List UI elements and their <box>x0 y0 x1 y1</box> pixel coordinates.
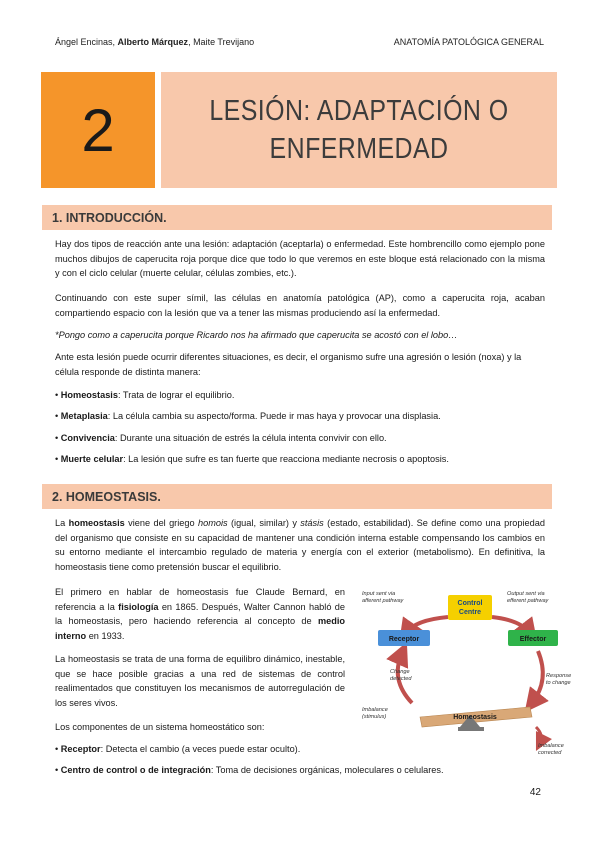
intro-note: *Pongo como a caperucita porque Ricardo nos ha afirmado que caperucita se acostó con el lobo… <box>55 330 458 340</box>
corrected-label: Imbalance <box>538 743 564 749</box>
subject-label: ANATOMÍA PATOLÓGICA GENERAL <box>393 37 544 47</box>
bullet-item: • Convivencia: Durante una situación de estrés la célula intenta convivir con ello. <box>55 433 387 443</box>
bullet-item: • Metaplasia: La célula cambia su aspecto/forma. Puede ir mas haya y provocar una displasia. <box>55 411 441 421</box>
imbalance-label: Imbalance <box>362 707 388 713</box>
homeostasis-label: Homeostasis <box>453 714 497 721</box>
page-header <box>55 37 544 47</box>
response-label: to change <box>546 680 571 686</box>
change-label: Change <box>390 669 410 675</box>
output-label: Output sent via <box>507 591 545 597</box>
control-centre-box <box>448 595 492 620</box>
response-arrow <box>532 651 543 703</box>
section-heading-introduccion: 1. INTRODUCCIÓN. <box>42 205 552 230</box>
effector-label: Effector <box>519 636 547 643</box>
authors: Ángel Encinas, Alberto Márquez, Maite Trevijano <box>55 37 255 47</box>
imbalance-label: (stimulus) <box>362 714 387 720</box>
receptor-label: Receptor <box>388 636 420 643</box>
chapter-title-line1: LESIÓN: ADAPTACIÓN O <box>209 95 509 127</box>
output-label: efferent pathway <box>507 598 549 604</box>
response-label: Response <box>546 673 572 679</box>
bullet-item: • Homeostasis: Trata de lograr el equilibrio. <box>55 390 235 400</box>
intro-paragraph-3: Ante esta lesión puede ocurrir diferentes situaciones, es decir, el organismo sufre una agresión o lesión (noxa) y la célula responde de distinta manera: <box>55 352 522 377</box>
homeostasis-paragraph-2: El primero en hablar de homeostasis fue Claude Bernard, en referencia a la fisiología en 1865. Después, Walter Cannon habló de la homeostasis, pero haciendo referencia al concepto de medio interno en 1933. <box>55 587 345 641</box>
homeostasis-diagram <box>360 585 572 763</box>
corrected-label: corrected <box>538 750 562 756</box>
bullet-item: • Receptor: Detecta el cambio (a veces puede estar oculto). <box>55 744 301 754</box>
section-heading-homeostasis: 2. HOMEOSTASIS. <box>42 484 552 509</box>
control-centre-label: Control <box>457 600 483 607</box>
page-number: 42 <box>529 787 541 798</box>
chapter-number: 2 <box>81 96 115 164</box>
input-label: afferent pathway <box>362 598 404 604</box>
change-label: detected <box>390 676 412 682</box>
bullet-item: • Muerte celular: La lesión que sufre es tan fuerte que reacciona mediante necrosis o apoptosis. <box>55 454 449 464</box>
intro-paragraph-1: Hay dos tipos de reacción ante una lesión: adaptación (aceptarla) o enfermedad. Este hombrencillo como ejemplo pone muchos dibujos de caperucita roja porque dice que todo lo que veremos en este bloque está relacionado con la misma y con el ciclo celular (muerte celular, células zombies, etc.). <box>55 239 545 279</box>
control-centre-label: Centre <box>458 609 482 616</box>
intro-paragraph-2: Continuando con este super símil, las células en anatomía patológica (AP), como a caperucita roja, acaban compartiendo espacio con la lesión que va a tener las mismas produciendo así la enfermedad. <box>55 293 545 318</box>
homeostasis-paragraph-1: La homeostasis viene del griego homois (igual, similar) y stásis (estado, estabilidad). Se define como una propiedad del organismo que consiste en su capacidad de mantener una condición interna estable compensando los cambios en su entorno mediante el intercambio regulado de materia y energía con el exterior (metabolismo). En definitiva, la homeostasis tiene como pretensión buscar el equilibrio. <box>55 518 545 572</box>
chapter-title-line2: ENFERMEDAD <box>269 133 449 165</box>
chapter-number-box <box>41 72 155 188</box>
homeostasis-paragraph-3: La homeostasis se trata de una forma de equilibro dinámico, inestable, que se hace posible gracias a una red de sistemas de control realimentados que constituyen los mecanismos de autorregulación de los seres vivos. <box>55 654 345 708</box>
homeostasis-paragraph-4: Los componentes de un sistema homeostático son: <box>55 722 265 732</box>
corrected-arrow <box>536 727 541 743</box>
bullet-item: • Centro de control o de integración: Toma de decisiones orgánicas, moleculares o celulares. <box>55 765 444 775</box>
input-label: Input sent via <box>362 591 396 597</box>
chapter-title-box <box>161 72 557 188</box>
